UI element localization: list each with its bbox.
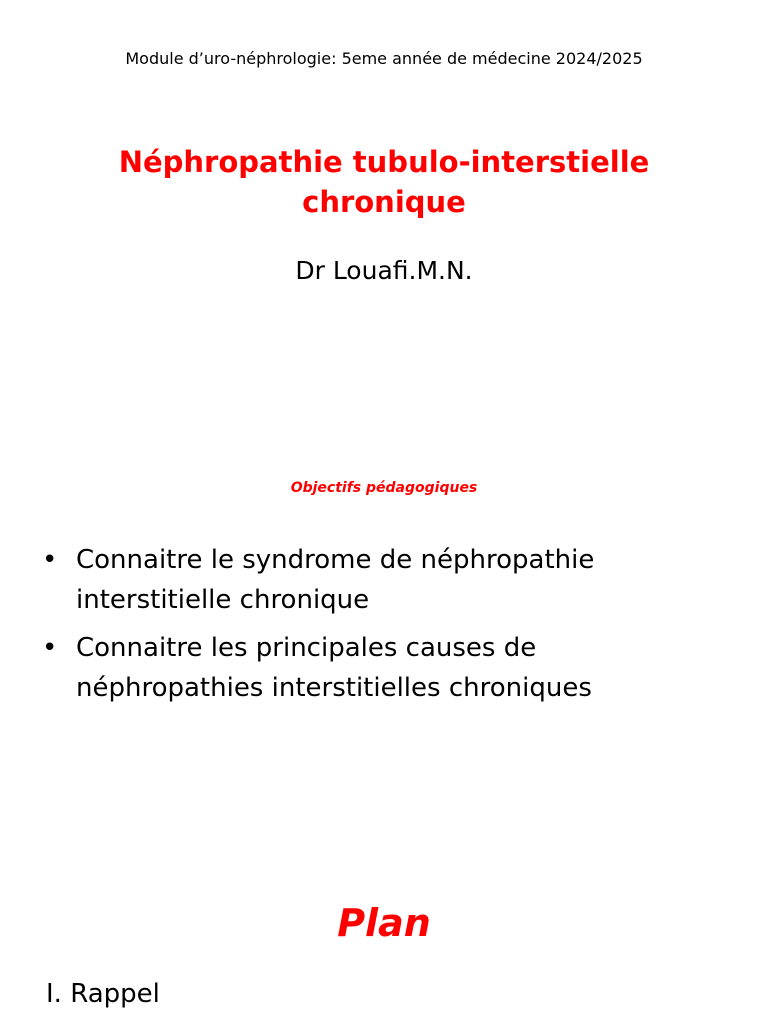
bullet-icon: • [42,633,58,663]
bullet-icon: • [42,545,58,575]
objective-text: Connaitre le syndrome de néphropathie interstitielle chronique [76,545,595,615]
objective-text: Connaitre les principales causes de néphropathies interstitielles chroniques [76,633,592,703]
objective-item [0,540,720,620]
document-title [60,142,708,222]
objective-item [0,628,720,708]
plan-item: I. Rappel [46,979,160,1009]
objectives-list [0,540,720,716]
author-name: Dr Louafi.M.N. [295,256,473,285]
document-title-line-2: chronique [302,185,466,219]
module-header: Module d’uro-néphrologie: 5eme année de médecine 2024/2025 [125,49,643,68]
document-title-line-1: Néphropathie tubulo-interstielle [118,145,650,179]
plan-heading: Plan [337,901,431,945]
objectives-heading: Objectifs pédagogiques [290,480,478,496]
